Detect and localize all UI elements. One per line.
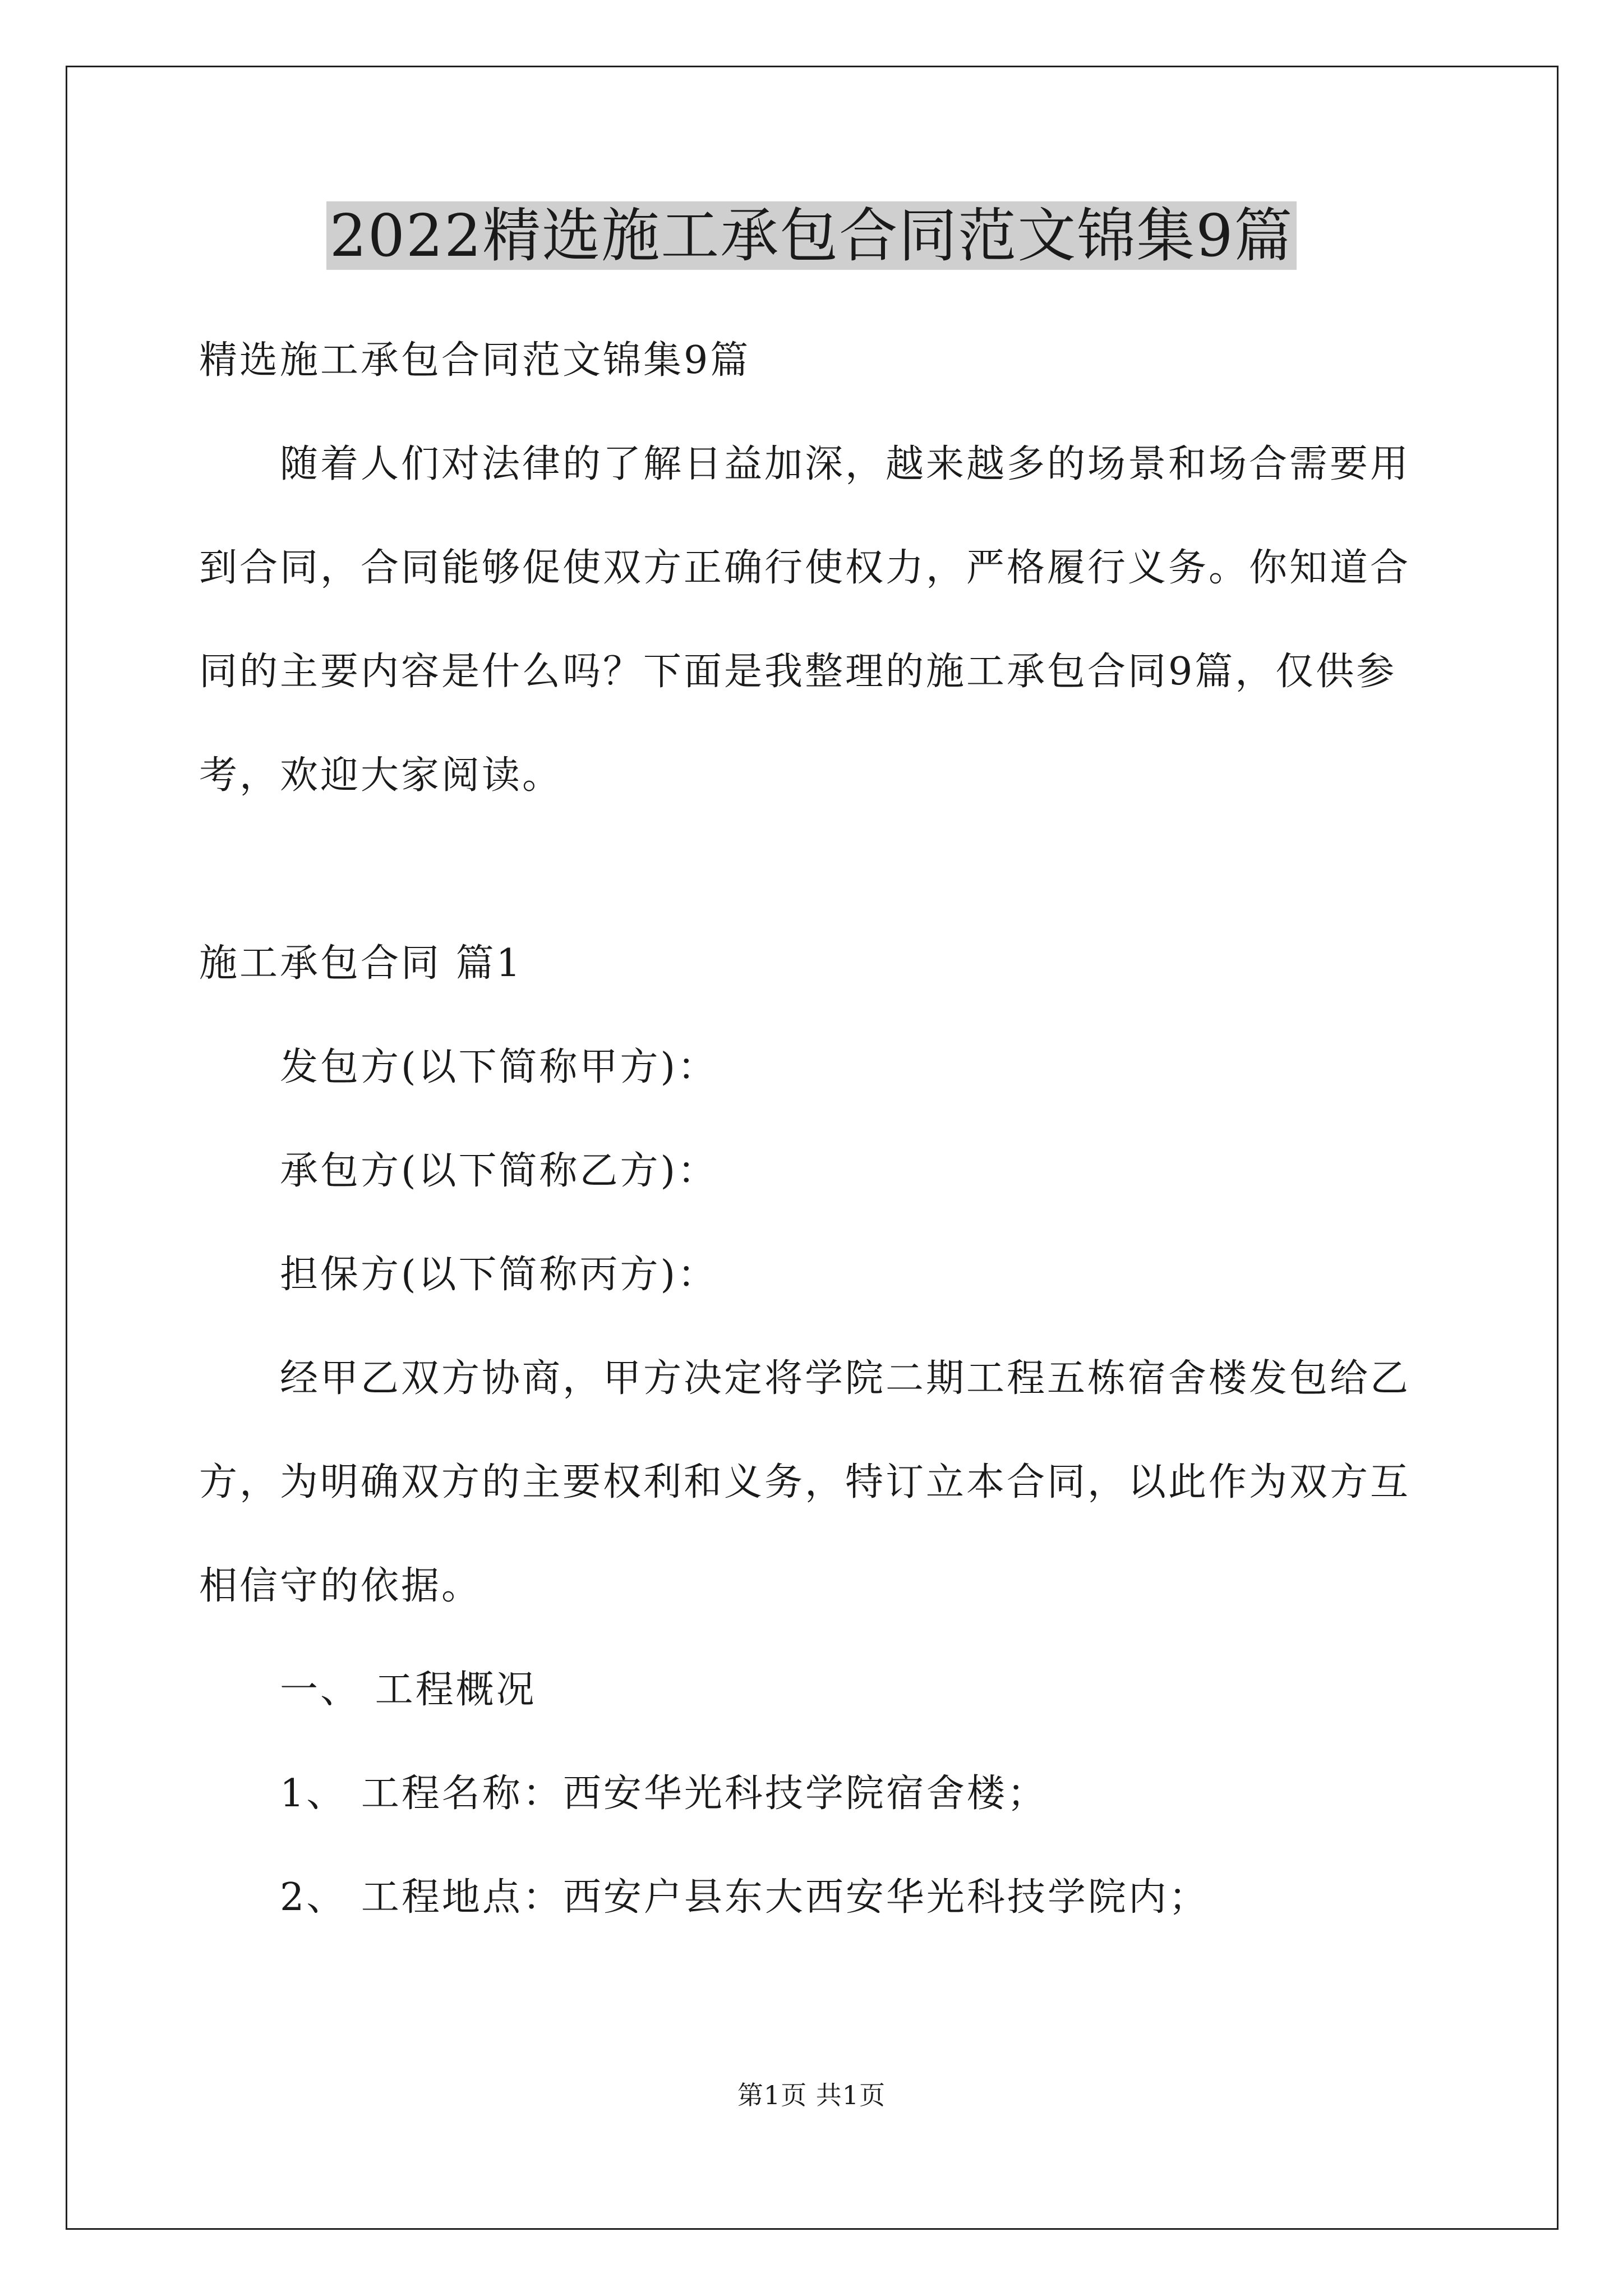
document-body — [199, 309, 1427, 1949]
clause-heading: 一、 工程概况 — [280, 1668, 537, 1712]
document-subtitle: 精选施工承包合同范文锦集9篇 — [199, 338, 751, 383]
clause-item-1: 1、 工程名称：西安华光科技学院宿舍楼； — [280, 1772, 1048, 1816]
agreement-paragraph: 经甲乙双方协商，甲方决定将学院二期工程五栋宿舍楼发包给乙方，为明确双方的主要权利和义务，特订立本合同，以此作为双方互相信守的依据。 — [199, 1356, 1411, 1608]
intro-paragraph: 随着人们对法律的了解日益加深，越来越多的场景和场合需要用到合同，合同能够促使双方正确行使权力，严格履行义务。你知道合同的主要内容是什么吗？下面是我整理的施工承包合同9篇，仅供参考，欢迎大家阅读。 — [199, 442, 1411, 798]
page-footer — [0, 2078, 1623, 2112]
section-heading: 施工承包合同 篇1 — [199, 941, 523, 986]
party-b-line: 承包方(以下简称乙方)： — [280, 1149, 718, 1193]
document-title — [0, 199, 1623, 272]
page-number: 第1页 共1页 — [737, 2080, 886, 2110]
party-a-line: 发包方(以下简称甲方)： — [280, 1045, 718, 1089]
clause-item-2: 2、 工程地点：西安户县东大西安华光科技学院内； — [280, 1875, 1209, 1920]
document-title-text: 2022精选施工承包合同范文锦集9篇 — [326, 201, 1297, 270]
party-c-line: 担保方(以下简称丙方)： — [280, 1253, 718, 1297]
